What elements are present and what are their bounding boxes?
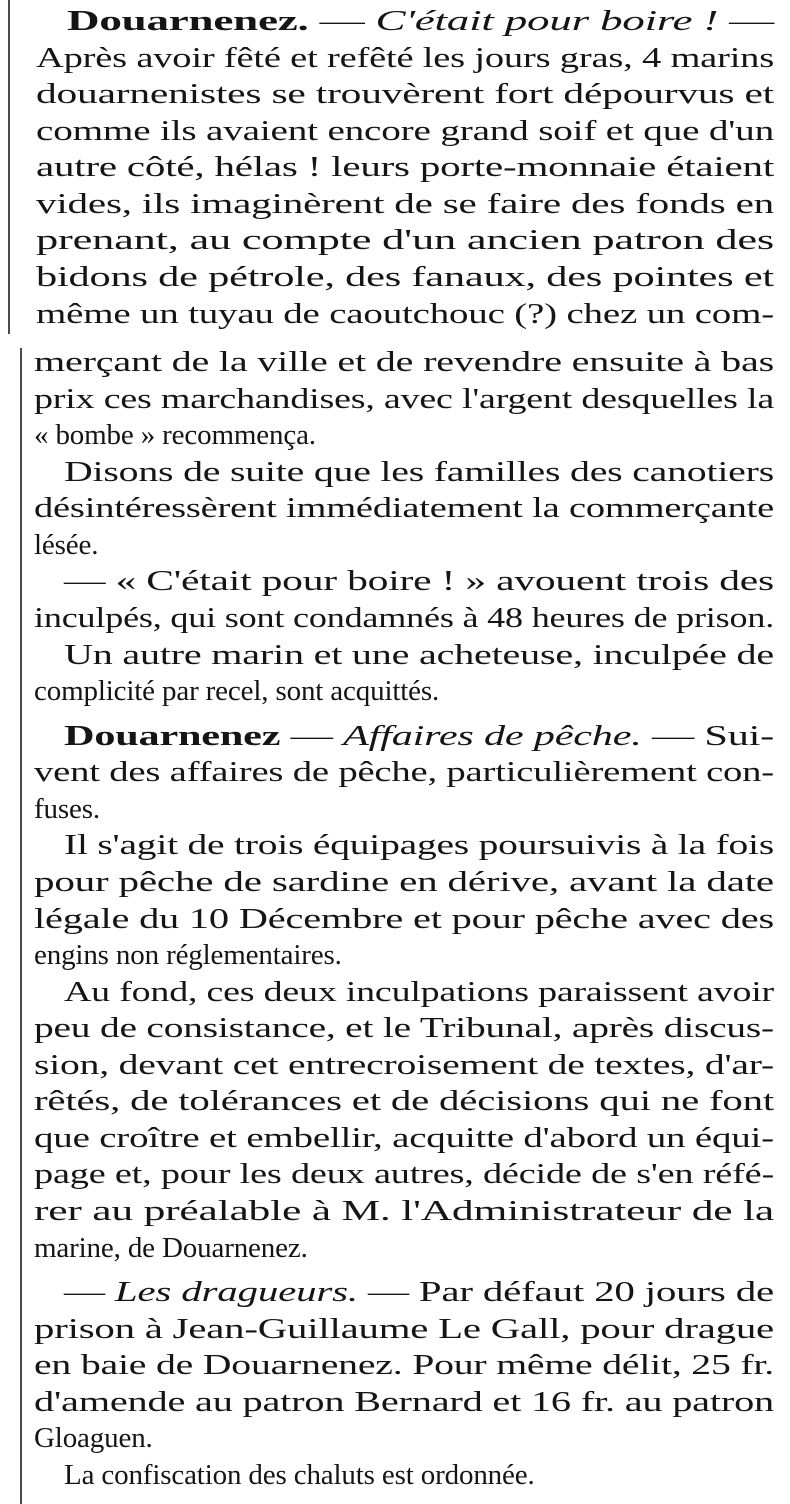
article-2-line: rêtés, de tolérances et de décisions qui ne font xyxy=(34,1085,775,1117)
article-1-line: — « C'était pour boire ! » avouent trois des xyxy=(64,565,774,597)
article-2-line: engins non réglementaires. xyxy=(34,939,342,971)
article-3-heading: — Les dragueurs. — Par défaut 20 jours de xyxy=(64,1276,775,1308)
article-1-line: Un autre marin et une acheteuse, inculpée de xyxy=(64,639,774,671)
article-2-line: légale du 10 Décembre et pour pêche avec des xyxy=(34,903,774,935)
article-2-heading: Douarnenez — Affaires de pêche. — Sui- xyxy=(64,720,775,752)
article-1-line: merçant de la ville et de revendre ensuite à bas xyxy=(34,346,775,378)
article-2-line: rer au préalable à M. l'Administrateur de la xyxy=(34,1195,774,1227)
article-3-line: en baie de Douarnenez. Pour même délit, 25 fr. xyxy=(34,1349,774,1381)
article-3-line: Gloaguen. xyxy=(34,1422,153,1454)
article-1-line: autre côté, hélas ! leurs porte-monnaie étaient xyxy=(36,151,775,183)
article-1-line: « bombe » recommença. xyxy=(34,419,316,451)
article-2-line: sion, devant cet entrecroisement de textes, d'ar- xyxy=(34,1049,774,1081)
article-1-line: même un tuyau de caoutchouc (?) chez un com- xyxy=(36,298,775,330)
article-1-heading: Douarnenez. — C'était pour boire ! — xyxy=(67,5,774,37)
article-2-title: Affaires de pêche. xyxy=(343,720,642,752)
article-3-line: prison à Jean-Guillaume Le Gall, pour drague xyxy=(34,1313,774,1345)
article-1-title: C'était pour boire ! xyxy=(375,5,719,37)
article-3-line: La confiscation des chaluts est ordonnée. xyxy=(64,1459,535,1491)
article-1-line: prenant, au compte d'un ancien patron des xyxy=(36,224,774,256)
article-1-place: Douarnenez. xyxy=(67,5,309,37)
article-1-line: lésée. xyxy=(34,529,99,561)
article-1-line: bidons de pétrole, des fanaux, des pointes et xyxy=(36,261,775,293)
article-2-line: Il s'agit de trois équipages poursuivis à la fois xyxy=(64,829,774,861)
article-1-line: prix ces marchandises, avec l'argent desquelles la xyxy=(34,383,775,415)
article-1-line: inculpés, qui sont condamnés à 48 heures de prison. xyxy=(34,602,775,634)
article-2-place: Douarnenez xyxy=(64,720,281,752)
article-1-line: Après avoir fêté et refêté les jours gras, 4 marins xyxy=(36,42,775,74)
article-2-line: page et, pour les deux autres, décide de s'en réfé- xyxy=(34,1158,775,1190)
article-1-line: Disons de suite que les familles des canotiers xyxy=(64,456,774,488)
article-3-line: d'amende au patron Bernard et 16 fr. au patron xyxy=(34,1386,774,1418)
article-2-line: que croître et embellir, acquitte d'abord un équi- xyxy=(34,1122,774,1154)
article-2-line: fuses. xyxy=(34,793,100,825)
article-1-line: complicité par recel, sont acquittés. xyxy=(34,675,440,707)
article-2-line: Au fond, ces deux inculpations paraissent avoir xyxy=(64,976,774,1008)
article-2-line: vent des affaires de pêche, particulièrement con- xyxy=(34,756,774,788)
column-rule-bottom xyxy=(20,348,22,1504)
column-rule-top xyxy=(8,0,10,334)
article-2-line: marine, de Douarnenez. xyxy=(34,1232,308,1264)
article-2-line: pour pêche de sardine en dérive, avant la date xyxy=(34,866,774,898)
article-1-line: comme ils avaient encore grand soif et que d'un xyxy=(36,115,774,147)
article-1-line: douarnenistes se trouvèrent fort dépourvus et xyxy=(36,78,775,110)
article-1-line: vides, ils imaginèrent de se faire des fonds en xyxy=(36,188,774,220)
article-1-line: désintéressèrent immédiatement la commerçante xyxy=(34,492,775,524)
article-3-title: Les dragueurs. xyxy=(114,1276,358,1308)
article-2-line: peu de consistance, et le Tribunal, après discus- xyxy=(34,1012,774,1044)
